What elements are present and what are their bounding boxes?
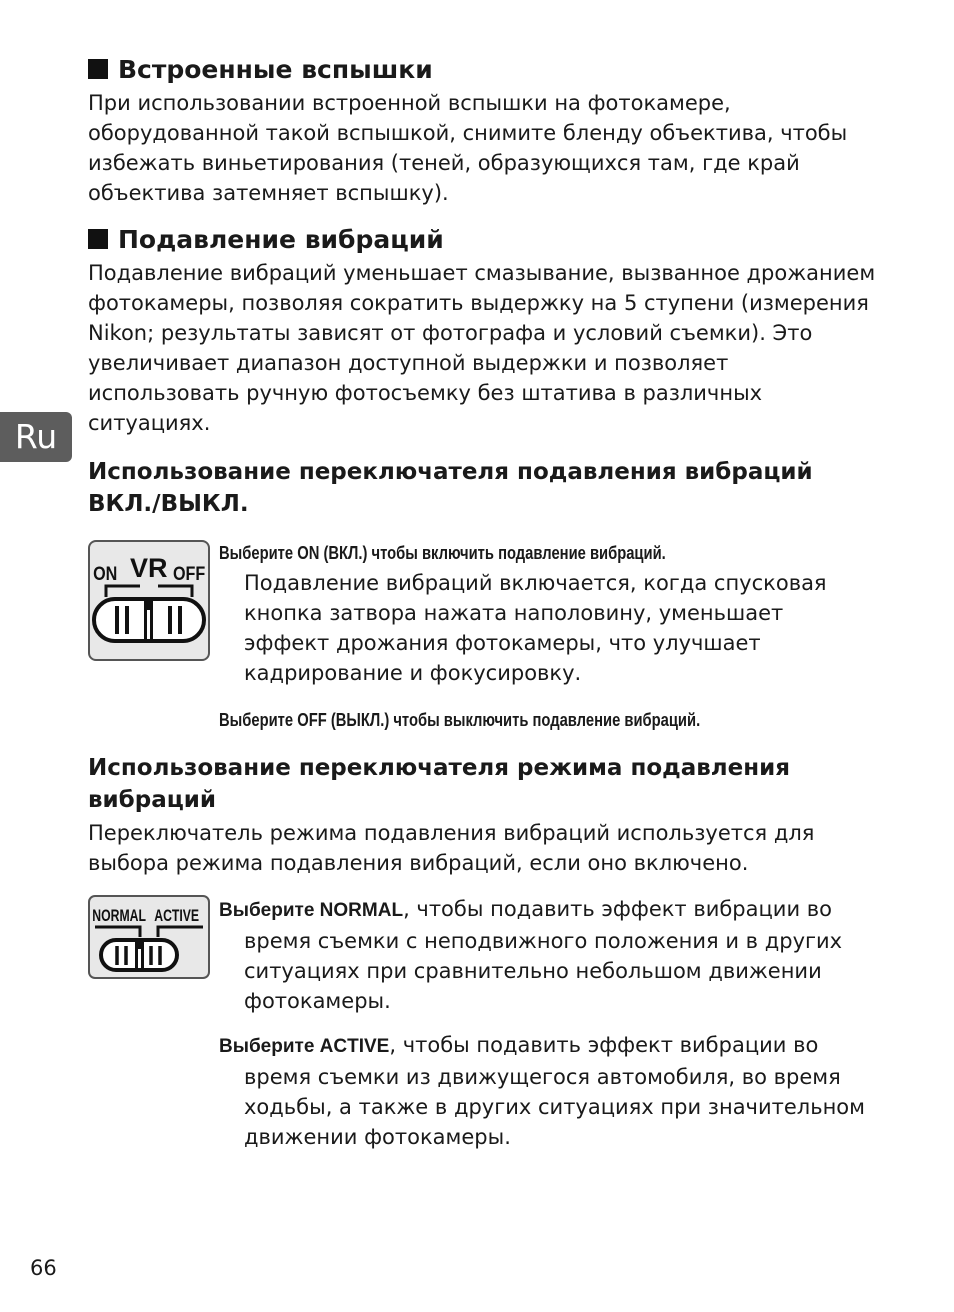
vr-normal-step (219, 894, 869, 1016)
vr-icon-vr-label: VR (130, 553, 168, 583)
vr-active-text-first: , чтобы подавить эффект вибрации во (389, 1033, 819, 1057)
vr-icon-on-label: ON (93, 562, 118, 585)
vr-active-step (219, 1030, 869, 1152)
section-vr-text: Подавление вибраций уменьшает смазывание, вызванное дрожанием фотокамеры, позволяя сократить выдержку на 5 ступени (измерения Nikon; результаты зависят от фотографа и условий съемки). Это увеличивает диапазон доступной выдержки и позволяет использовать ручную фотосъемку без штатива в различных ситуациях. (88, 261, 876, 435)
vr-off-step (219, 705, 869, 735)
section-flash-text: При использовании встроенной вспышки на фотокамере, оборудованной такой вспышкой, снимите бленду объектива, чтобы избежать виньетирования (теней, образующихся там, где край объектива затемняет вспышку). (88, 91, 848, 205)
section-title-vr-text: Подавление вибраций (118, 225, 444, 254)
vr-on-step (219, 538, 869, 688)
vr-icon-off-label: OFF (173, 562, 206, 585)
vr-switch-title: Использование переключателя подавления вибраций ВКЛ./ВЫКЛ. (88, 459, 813, 517)
section-title-flash (88, 55, 433, 85)
vr-normal-text-rest: время съемки с неподвижного положения и в других ситуациях при сравнительно небольшом движении фотокамеры. (244, 929, 843, 1013)
square-bullet-icon (88, 229, 108, 249)
vr-normal-lead: Выберите NORMAL (219, 900, 404, 921)
vr-icon-normal-label: NORMAL (92, 907, 146, 926)
vr-mode-title: Использование переключателя режима подавления вибраций (88, 755, 791, 813)
square-bullet-icon (88, 59, 108, 79)
section-title-vr (88, 225, 444, 255)
vr-mode-switch-icon (88, 895, 210, 984)
vr-active-text-rest: время съемки из движущегося автомобиля, во время ходьбы, а также в других ситуациях при значительном движении фотокамеры. (244, 1065, 865, 1149)
vr-active-lead: Выберите ACTIVE (219, 1036, 390, 1057)
vr-mode-text: Переключатель режима подавления вибраций используется для выбора режима подавления вибраций, если оно включено. (88, 821, 815, 875)
page-number: 66 (30, 1256, 57, 1280)
vr-on-lead: Выберите ON (ВКЛ.) чтобы включить подавление вибраций. (219, 543, 666, 563)
vr-off-lead: Выберите OFF (ВЫКЛ.) чтобы выключить подавление вибраций. (219, 710, 701, 730)
vr-on-text: Подавление вибраций включается, когда спусковая кнопка затвора нажата наполовину, уменьшает эффект дрожания фотокамеры, что улучшает кадрирование и фокусировку. (244, 571, 827, 685)
vr-on-off-switch-icon (88, 540, 210, 666)
vr-active-first-line (219, 1030, 869, 1062)
vr-normal-text-first: , чтобы подавить эффект вибрации во (403, 897, 832, 921)
language-tab: Ru (0, 412, 72, 462)
section-title-flash-text: Встроенные вспышки (118, 55, 433, 84)
vr-normal-first-line (219, 894, 869, 926)
vr-icon-active-label: ACTIVE (154, 907, 200, 926)
